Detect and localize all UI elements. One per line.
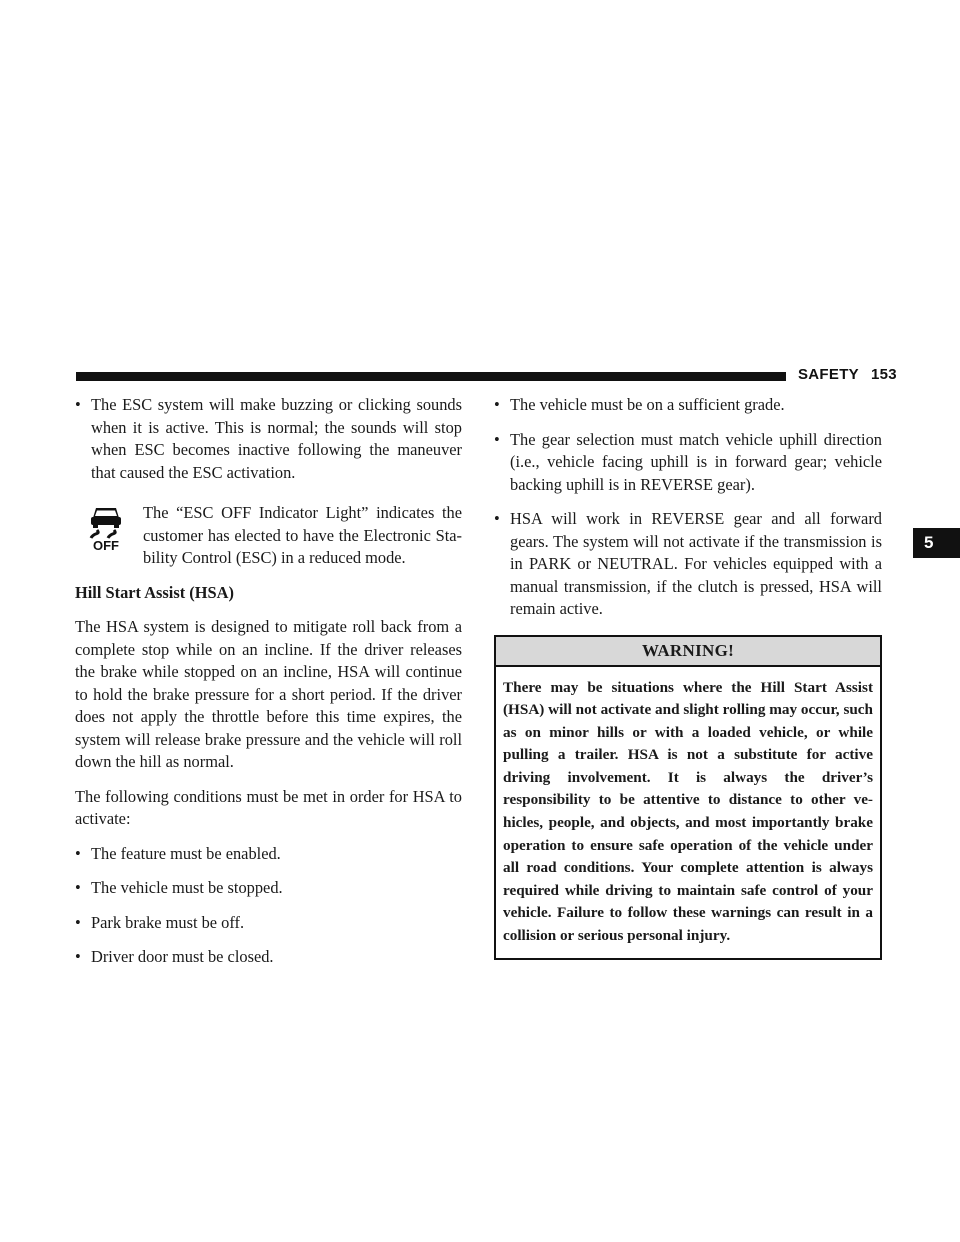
chapter-tab[interactable]: 5 <box>913 528 960 558</box>
bullet-glyph: • <box>75 843 81 863</box>
bullet-glyph: • <box>494 395 500 414</box>
running-header <box>798 366 897 383</box>
esc-off-indicator-icon <box>85 504 127 552</box>
bullet-glyph: • <box>75 878 81 897</box>
hsa-heading: Hill Start Assist (HSA) <box>75 582 234 602</box>
bullet-glyph: • <box>494 429 500 449</box>
list-item <box>75 912 462 935</box>
bullet-glyph: • <box>75 947 81 966</box>
section-title: SAFETY <box>798 366 859 383</box>
warning-box <box>494 635 882 960</box>
header-rule <box>76 372 786 381</box>
list-item <box>494 508 882 621</box>
list-item <box>494 429 882 497</box>
esc-off-icon-label: OFF <box>93 538 119 552</box>
bullet-glyph: • <box>75 395 81 414</box>
condition-text: The gear selection must match vehicle uphill direction (i.e., vehicle facing uphill is in forward gear; vehicle backing uphill is in REVERSE gear). <box>510 429 882 494</box>
list-item <box>75 394 462 484</box>
right-column <box>494 394 882 960</box>
warning-title: WARNING! <box>496 637 880 667</box>
condition-text: The vehicle must be on a sufficient grade. <box>510 395 785 414</box>
warning-body: There may be situations where the Hill Start Assist (HSA) will not activate and slight rolling may occur, such as on minor hills or with a loaded vehicle, or while pulling a trailer. HSA is not a substitute for active driving involvement. It is always the driver’s responsibility to be attentive to distance to other ve-hicles, people, and objects, and most importantly brake operation to ensure safe operation of the vehicle under all road conditions. Your complete attention is always required while driving to maintain safe control of your vehicle. Failure to follow these warnings can result in a collision or serious personal injury. <box>503 678 873 945</box>
conditions-intro: The following conditions must be met in order for HSA to activate: <box>75 786 462 828</box>
condition-text: Park brake must be off. <box>91 912 245 932</box>
list-item <box>75 946 462 969</box>
hsa-paragraph: The HSA system is designed to mitigate roll back from a complete stop while on an incline. If the driver releases the brake while stopped on an incline, HSA will continue to hold the brake pressure for a short period. If the driver does not apply the throttle before this time expires, the system will release brake pressure and the vehicle will roll down the hill as normal. <box>75 617 462 771</box>
esc-off-text: The “ESC OFF Indicator Light” indicates the customer has elected to have the Electronic Sta-bility Control (ESC) in a reduced mode. <box>143 503 462 567</box>
page-number: 153 <box>870 366 897 383</box>
bullet-glyph: • <box>494 509 500 528</box>
esc-off-indicator-block <box>75 502 462 570</box>
list-item <box>75 877 462 900</box>
bullet-glyph: • <box>75 912 81 932</box>
left-column <box>75 394 462 981</box>
list-item <box>75 843 462 866</box>
list-item <box>494 394 882 417</box>
condition-text: HSA will work in REVERSE gear and all forward gears. The system will not activate if the transmission is in PARK or NEUTRAL. For vehicles equipped with a manual transmission, if the clutch is pressed, HSA will remain active. <box>510 509 882 618</box>
condition-text: Driver door must be closed. <box>91 947 274 966</box>
condition-text: The vehicle must be stopped. <box>91 878 283 897</box>
esc-sounds-text: The ESC system will make buzzing or clicking sounds when it is active. This is normal; the sounds will stop when ESC becomes inactive following the maneuver that caused the ESC activation. <box>91 395 462 482</box>
condition-text: The feature must be enabled. <box>91 843 281 863</box>
